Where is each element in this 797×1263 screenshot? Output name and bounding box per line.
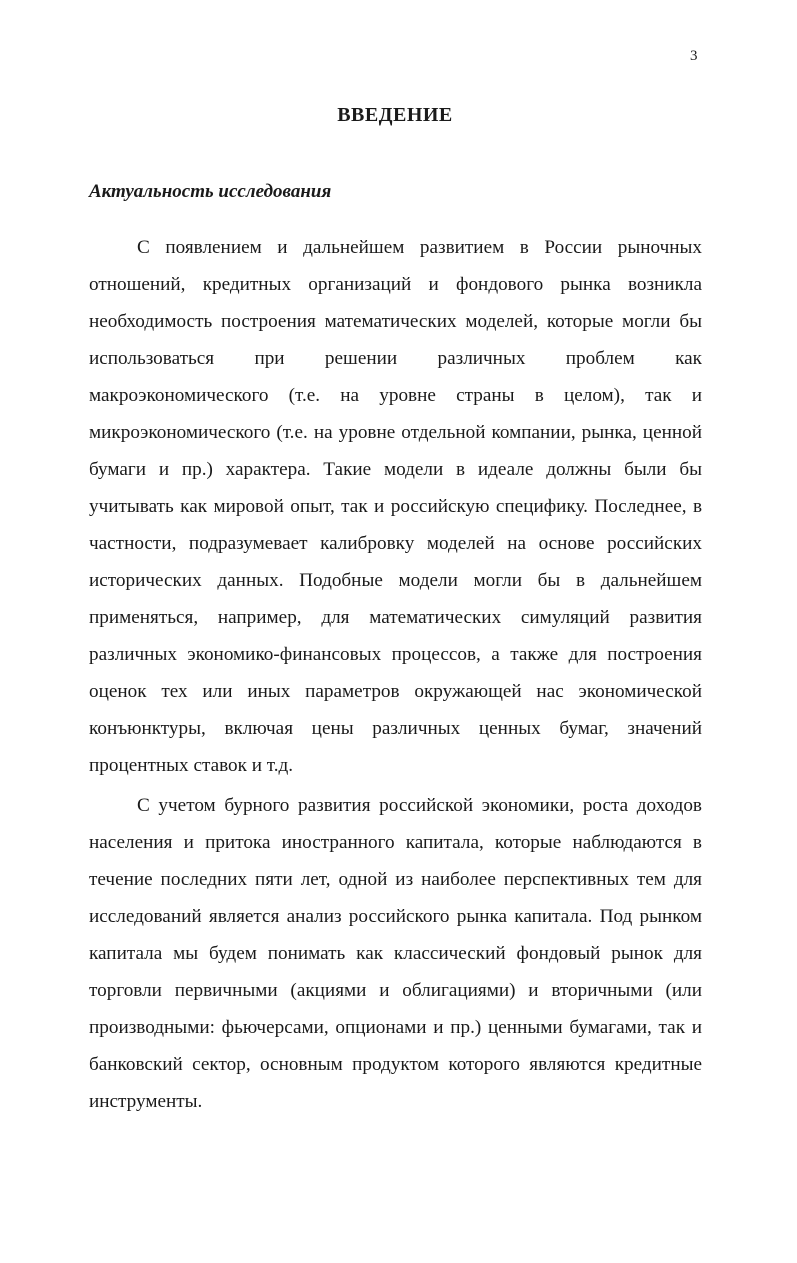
paragraph: С учетом бурного развития российской экономики, роста доходов населения и притока иностранного капитала, которые наблюдаются в течение последних пяти лет, одной из наиболее перспективных тем для исследований является анализ российского рынка капитала. Под рынком капитала мы будем понимать как классический фондовый рынок для торговли первичными (акциями и облигациями) и вторичными (или производными: фьючерсами, опционами и пр.) ценными бумагами, так и банковский сектор, основным продуктом которого являются кредитные инструменты. — [89, 795, 702, 1112]
paragraph-block-2 — [89, 787, 702, 1120]
page-number: 3 — [690, 48, 698, 64]
section-heading: Актуальность исследования — [89, 181, 332, 202]
paragraph: С появлением и дальнейшем развитием в России рыночных отношений, кредитных организаций и фондового рынка возникла необходимость построения математических моделей, которые могли бы использоваться при решении различных проблем как макроэкономического (т.е. на уровне страны в целом), так и микроэкономического (т.е. на уровне отдельной компании, рынка, ценной бумаги и пр.) характера. Такие модели в идеале должны были бы учитывать как мировой опыт, так и российскую специфику. Последнее, в частности, подразумевает калибровку моделей на основе российских исторических данных. Подобные модели могли бы в дальнейшем применяться, например, для математических симуляций развития различных экономико-финансовых процессов, а также для построения оценок тех или иных параметров окружающей нас экономической конъюнктуры, включая цены различных ценных бумаг, значений процентных ставок и т.д. — [89, 237, 702, 776]
paragraph-block-1 — [89, 229, 702, 784]
page-title: ВВЕДЕНИЕ — [337, 104, 453, 126]
